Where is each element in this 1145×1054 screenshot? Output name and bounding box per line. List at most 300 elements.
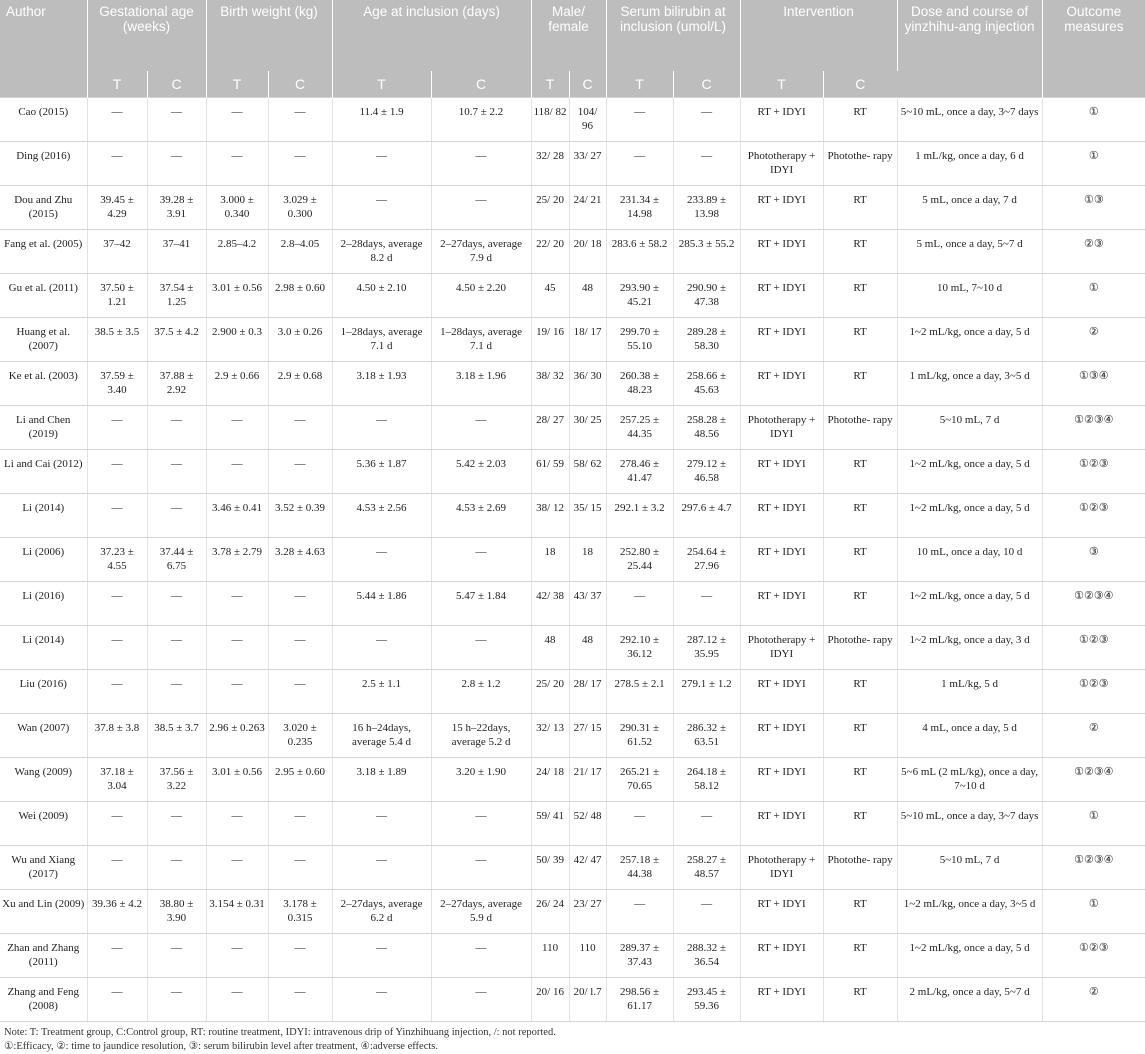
author-cell: Li and Chen (2019) — [0, 406, 87, 450]
intervention-t-cell: RT + IDYI — [740, 274, 823, 318]
age-c-cell: — — [431, 846, 531, 890]
intervention-c-cell: Photothe- rapy — [823, 406, 897, 450]
outcome-cell: ① — [1042, 274, 1145, 318]
mf-t-cell: 38/ 32 — [531, 362, 569, 406]
age-c-cell: 2.8 ± 1.2 — [431, 670, 531, 714]
sb-t-cell: 278.5 ± 2.1 — [606, 670, 673, 714]
age-c-cell: 4.53 ± 2.69 — [431, 494, 531, 538]
age-c-cell: 4.50 ± 2.20 — [431, 274, 531, 318]
bw-t-cell: — — [206, 978, 268, 1022]
intervention-c-cell: RT — [823, 318, 897, 362]
intervention-c-cell: RT — [823, 934, 897, 978]
bw-c-cell: 2.8–4.05 — [268, 230, 332, 274]
bw-t-cell: — — [206, 98, 268, 142]
bw-c-cell: — — [268, 626, 332, 670]
bw-c-cell: — — [268, 98, 332, 142]
subheader-sb-c: C — [673, 71, 740, 98]
age-t-cell: — — [332, 142, 431, 186]
bw-c-cell: 2.95 ± 0.60 — [268, 758, 332, 802]
author-cell: Dou and Zhu (2015) — [0, 186, 87, 230]
sb-c-cell: 279.1 ± 1.2 — [673, 670, 740, 714]
table-row — [0, 538, 1145, 582]
dose-cell: 1~2 mL/kg, once a day, 5 d — [897, 582, 1042, 626]
author-cell: Liu (2016) — [0, 670, 87, 714]
age-t-cell: 4.53 ± 2.56 — [332, 494, 431, 538]
ga-c-cell: — — [147, 98, 206, 142]
age-c-cell: — — [431, 934, 531, 978]
ga-t-cell: 37.8 ± 3.8 — [87, 714, 147, 758]
mf-t-cell: 19/ 16 — [531, 318, 569, 362]
dose-cell: 5 mL, once a day, 7 d — [897, 186, 1042, 230]
bw-t-cell: 3.01 ± 0.56 — [206, 274, 268, 318]
ga-t-cell: — — [87, 450, 147, 494]
age-t-cell: 3.18 ± 1.93 — [332, 362, 431, 406]
ga-c-cell: — — [147, 846, 206, 890]
age-c-cell: 2–27days, average 7.9 d — [431, 230, 531, 274]
ga-c-cell: 38.80 ± 3.90 — [147, 890, 206, 934]
subheader-ga-c: C — [147, 71, 206, 98]
intervention-t-cell: RT + IDYI — [740, 98, 823, 142]
sb-t-cell: — — [606, 890, 673, 934]
sb-t-cell: 265.21 ± 70.65 — [606, 758, 673, 802]
bw-c-cell: — — [268, 978, 332, 1022]
ga-c-cell: 37.88 ± 2.92 — [147, 362, 206, 406]
table-row — [0, 98, 1145, 142]
intervention-t-cell: RT + IDYI — [740, 450, 823, 494]
outcome-cell: ① — [1042, 802, 1145, 846]
mf-t-cell: 22/ 20 — [531, 230, 569, 274]
author-cell: Li (2014) — [0, 494, 87, 538]
dose-cell: 1 mL/kg, once a day, 3~5 d — [897, 362, 1042, 406]
bw-t-cell: 2.9 ± 0.66 — [206, 362, 268, 406]
table-row — [0, 714, 1145, 758]
table-row — [0, 494, 1145, 538]
intervention-c-cell: RT — [823, 274, 897, 318]
ga-c-cell: 37.56 ± 3.22 — [147, 758, 206, 802]
sb-c-cell: 279.12 ± 46.58 — [673, 450, 740, 494]
sb-t-cell: 299.70 ± 55.10 — [606, 318, 673, 362]
age-c-cell: — — [431, 978, 531, 1022]
mf-c-cell: 35/ 15 — [569, 494, 606, 538]
age-c-cell: — — [431, 802, 531, 846]
bw-t-cell: — — [206, 846, 268, 890]
table-body — [0, 98, 1145, 1022]
age-t-cell: 4.50 ± 2.10 — [332, 274, 431, 318]
table-row — [0, 978, 1145, 1022]
bw-t-cell: 3.01 ± 0.56 — [206, 758, 268, 802]
mf-t-cell: 48 — [531, 626, 569, 670]
intervention-c-cell: Photothe- rapy — [823, 626, 897, 670]
sb-t-cell: 257.25 ± 44.35 — [606, 406, 673, 450]
sb-c-cell: — — [673, 142, 740, 186]
ga-t-cell: 37.59 ± 3.40 — [87, 362, 147, 406]
dose-cell: 10 mL, once a day, 10 d — [897, 538, 1042, 582]
age-t-cell: — — [332, 934, 431, 978]
sb-t-cell: — — [606, 582, 673, 626]
author-cell: Wan (2007) — [0, 714, 87, 758]
bw-t-cell: — — [206, 626, 268, 670]
intervention-c-cell: Photothe- rapy — [823, 846, 897, 890]
mf-c-cell: 42/ 47 — [569, 846, 606, 890]
mf-t-cell: 25/ 20 — [531, 186, 569, 230]
sb-c-cell: — — [673, 98, 740, 142]
author-cell: Wu and Xiang (2017) — [0, 846, 87, 890]
intervention-c-cell: Photothe- rapy — [823, 142, 897, 186]
ga-t-cell: — — [87, 626, 147, 670]
intervention-t-cell: Phototherapy + IDYI — [740, 846, 823, 890]
ga-t-cell: 37–42 — [87, 230, 147, 274]
ga-t-cell: 38.5 ± 3.5 — [87, 318, 147, 362]
intervention-t-cell: RT + IDYI — [740, 362, 823, 406]
intervention-t-cell: RT + IDYI — [740, 802, 823, 846]
dose-cell: 5~6 mL (2 mL/kg), once a day, 7~10 d — [897, 758, 1042, 802]
outcome-cell: ①②③ — [1042, 670, 1145, 714]
author-cell: Ke et al. (2003) — [0, 362, 87, 406]
ga-c-cell: 38.5 ± 3.7 — [147, 714, 206, 758]
sb-c-cell: — — [673, 802, 740, 846]
mf-c-cell: 20/ l.7 — [569, 978, 606, 1022]
ga-c-cell: 37–41 — [147, 230, 206, 274]
bw-t-cell: 3.78 ± 2.79 — [206, 538, 268, 582]
bw-t-cell: 3.154 ± 0.31 — [206, 890, 268, 934]
ga-c-cell: — — [147, 934, 206, 978]
sb-c-cell: 297.6 ± 4.7 — [673, 494, 740, 538]
table-row — [0, 406, 1145, 450]
age-c-cell: 2–27days, average 5.9 d — [431, 890, 531, 934]
sb-c-cell: 286.32 ± 63.51 — [673, 714, 740, 758]
ga-t-cell: — — [87, 582, 147, 626]
age-t-cell: — — [332, 802, 431, 846]
mf-c-cell: 21/ 17 — [569, 758, 606, 802]
mf-c-cell: 104/ 96 — [569, 98, 606, 142]
mf-c-cell: 58/ 62 — [569, 450, 606, 494]
author-cell: Wei (2009) — [0, 802, 87, 846]
subheader-int-c: C — [823, 71, 897, 98]
sb-t-cell: 293.90 ± 45.21 — [606, 274, 673, 318]
outcome-cell: ② — [1042, 978, 1145, 1022]
outcome-cell: ① — [1042, 142, 1145, 186]
intervention-t-cell: RT + IDYI — [740, 670, 823, 714]
ga-t-cell: 37.18 ± 3.04 — [87, 758, 147, 802]
author-cell: Zhang and Feng (2008) — [0, 978, 87, 1022]
dose-cell: 1~2 mL/kg, once a day, 3~5 d — [897, 890, 1042, 934]
mf-t-cell: 61/ 59 — [531, 450, 569, 494]
mf-c-cell: 20/ 18 — [569, 230, 606, 274]
ga-t-cell: — — [87, 142, 147, 186]
age-t-cell: — — [332, 538, 431, 582]
subheader-mf-c: C — [569, 71, 606, 98]
ga-t-cell: 37.50 ± 1.21 — [87, 274, 147, 318]
mf-t-cell: 50/ 39 — [531, 846, 569, 890]
mf-c-cell: 23/ 27 — [569, 890, 606, 934]
subheader-age-t: T — [332, 71, 431, 98]
age-c-cell: — — [431, 626, 531, 670]
bw-t-cell: — — [206, 670, 268, 714]
sb-c-cell: 258.28 ± 48.56 — [673, 406, 740, 450]
age-t-cell: 3.18 ± 1.89 — [332, 758, 431, 802]
subheader-age-c: C — [431, 71, 531, 98]
col-header-dose-course: Dose and course of yinzhihu-ang injection — [897, 0, 1042, 98]
sb-c-cell: — — [673, 582, 740, 626]
sb-c-cell: 293.45 ± 59.36 — [673, 978, 740, 1022]
mf-t-cell: 110 — [531, 934, 569, 978]
sb-t-cell: 292.10 ± 36.12 — [606, 626, 673, 670]
age-t-cell: 11.4 ± 1.9 — [332, 98, 431, 142]
age-c-cell: — — [431, 538, 531, 582]
sb-t-cell: — — [606, 142, 673, 186]
ga-t-cell: 39.36 ± 4.2 — [87, 890, 147, 934]
ga-c-cell: — — [147, 670, 206, 714]
outcome-cell: ① — [1042, 890, 1145, 934]
table-row — [0, 318, 1145, 362]
bw-c-cell: — — [268, 406, 332, 450]
intervention-c-cell: RT — [823, 494, 897, 538]
subheader-bw-c: C — [268, 71, 332, 98]
dose-cell: 4 mL, once a day, 5 d — [897, 714, 1042, 758]
sb-t-cell: 260.38 ± 48.23 — [606, 362, 673, 406]
outcome-cell: ①②③ — [1042, 934, 1145, 978]
sb-c-cell: 289.28 ± 58.30 — [673, 318, 740, 362]
table-row — [0, 362, 1145, 406]
dose-cell: 1~2 mL/kg, once a day, 5 d — [897, 450, 1042, 494]
ga-t-cell: 39.45 ± 4.29 — [87, 186, 147, 230]
mf-t-cell: 18 — [531, 538, 569, 582]
intervention-t-cell: RT + IDYI — [740, 890, 823, 934]
mf-t-cell: 28/ 27 — [531, 406, 569, 450]
bw-c-cell: — — [268, 670, 332, 714]
ga-c-cell: — — [147, 450, 206, 494]
intervention-t-cell: RT + IDYI — [740, 318, 823, 362]
mf-c-cell: 110 — [569, 934, 606, 978]
table-row — [0, 186, 1145, 230]
dose-cell: 5 mL, once a day, 5~7 d — [897, 230, 1042, 274]
mf-t-cell: 24/ 18 — [531, 758, 569, 802]
author-cell: Cao (2015) — [0, 98, 87, 142]
mf-t-cell: 32/ 13 — [531, 714, 569, 758]
bw-t-cell: 2.900 ± 0.3 — [206, 318, 268, 362]
sb-t-cell: 257.18 ± 44.38 — [606, 846, 673, 890]
dose-cell: 5~10 mL, 7 d — [897, 406, 1042, 450]
age-t-cell: 5.36 ± 1.87 — [332, 450, 431, 494]
intervention-t-cell: RT + IDYI — [740, 582, 823, 626]
outcome-cell: ①②③④ — [1042, 582, 1145, 626]
col-header-age-at-inclusion: Age at inclusion (days) — [332, 0, 531, 71]
table-row — [0, 934, 1145, 978]
ga-t-cell: — — [87, 802, 147, 846]
age-c-cell: 10.7 ± 2.2 — [431, 98, 531, 142]
table-row — [0, 758, 1145, 802]
ga-c-cell: 37.44 ± 6.75 — [147, 538, 206, 582]
bw-t-cell: 3.000 ± 0.340 — [206, 186, 268, 230]
age-t-cell: 16 h–24days, average 5.4 d — [332, 714, 431, 758]
age-c-cell: 1–28days, average 7.1 d — [431, 318, 531, 362]
age-t-cell: — — [332, 186, 431, 230]
intervention-c-cell: RT — [823, 978, 897, 1022]
intervention-c-cell: RT — [823, 98, 897, 142]
mf-c-cell: 18/ 17 — [569, 318, 606, 362]
ga-c-cell: — — [147, 494, 206, 538]
dose-cell: 2 mL/kg, once a day, 5~7 d — [897, 978, 1042, 1022]
mf-c-cell: 36/ 30 — [569, 362, 606, 406]
sb-c-cell: — — [673, 890, 740, 934]
outcome-cell: ①②③④ — [1042, 846, 1145, 890]
dose-cell: 5~10 mL, once a day, 3~7 days — [897, 98, 1042, 142]
col-header-intervention: Intervention — [740, 0, 897, 71]
outcome-cell: ①③ — [1042, 186, 1145, 230]
ga-t-cell: — — [87, 406, 147, 450]
age-t-cell: 5.44 ± 1.86 — [332, 582, 431, 626]
outcome-cell: ①②③ — [1042, 494, 1145, 538]
ga-t-cell: — — [87, 846, 147, 890]
mf-c-cell: 28/ 17 — [569, 670, 606, 714]
mf-t-cell: 25/ 20 — [531, 670, 569, 714]
bw-c-cell: — — [268, 582, 332, 626]
outcome-cell: ①②③ — [1042, 450, 1145, 494]
ga-c-cell: 37.5 ± 4.2 — [147, 318, 206, 362]
mf-t-cell: 42/ 38 — [531, 582, 569, 626]
mf-c-cell: 24/ 21 — [569, 186, 606, 230]
mf-c-cell: 48 — [569, 274, 606, 318]
mf-c-cell: 43/ 37 — [569, 582, 606, 626]
mf-t-cell: 59/ 41 — [531, 802, 569, 846]
sb-c-cell: 285.3 ± 55.2 — [673, 230, 740, 274]
sb-t-cell: 298.56 ± 61.17 — [606, 978, 673, 1022]
table-row — [0, 802, 1145, 846]
intervention-c-cell: RT — [823, 230, 897, 274]
ga-t-cell: 37.23 ± 4.55 — [87, 538, 147, 582]
footnote-outcome-key: ①:Efficacy, ②: time to jaundice resolution, ③: serum bilirubin level after treatment, ④:adverse effects. — [4, 1041, 438, 1052]
sb-c-cell: 258.66 ± 45.63 — [673, 362, 740, 406]
sb-c-cell: 254.64 ± 27.96 — [673, 538, 740, 582]
dose-cell: 10 mL, 7~10 d — [897, 274, 1042, 318]
bw-c-cell: 2.98 ± 0.60 — [268, 274, 332, 318]
intervention-t-cell: Phototherapy + IDYI — [740, 406, 823, 450]
outcome-cell: ①②③ — [1042, 626, 1145, 670]
ga-c-cell: — — [147, 802, 206, 846]
ga-t-cell: — — [87, 98, 147, 142]
age-t-cell: — — [332, 626, 431, 670]
age-c-cell: 5.47 ± 1.84 — [431, 582, 531, 626]
table-row — [0, 450, 1145, 494]
age-t-cell: 2–28days, average 8.2 d — [332, 230, 431, 274]
mf-t-cell: 45 — [531, 274, 569, 318]
table-row — [0, 670, 1145, 714]
bw-c-cell: 3.0 ± 0.26 — [268, 318, 332, 362]
mf-c-cell: 52/ 48 — [569, 802, 606, 846]
ga-c-cell: 39.28 ± 3.91 — [147, 186, 206, 230]
age-t-cell: 2.5 ± 1.1 — [332, 670, 431, 714]
intervention-c-cell: RT — [823, 802, 897, 846]
subheader-mf-t: T — [531, 71, 569, 98]
intervention-t-cell: RT + IDYI — [740, 714, 823, 758]
bw-c-cell: 3.020 ± 0.235 — [268, 714, 332, 758]
bw-c-cell: — — [268, 450, 332, 494]
sb-t-cell: 231.34 ± 14.98 — [606, 186, 673, 230]
bw-t-cell: 3.46 ± 0.41 — [206, 494, 268, 538]
age-c-cell: 5.42 ± 2.03 — [431, 450, 531, 494]
subheader-int-t: T — [740, 71, 823, 98]
sb-t-cell: 292.1 ± 3.2 — [606, 494, 673, 538]
age-t-cell: 2–27days, average 6.2 d — [332, 890, 431, 934]
mf-t-cell: 26/ 24 — [531, 890, 569, 934]
bw-c-cell: 3.178 ± 0.315 — [268, 890, 332, 934]
sb-c-cell: 287.12 ± 35.95 — [673, 626, 740, 670]
intervention-c-cell: RT — [823, 450, 897, 494]
bw-c-cell: 2.9 ± 0.68 — [268, 362, 332, 406]
bw-t-cell: — — [206, 142, 268, 186]
bw-t-cell: — — [206, 450, 268, 494]
intervention-t-cell: RT + IDYI — [740, 934, 823, 978]
age-c-cell: 15 h–22days, average 5.2 d — [431, 714, 531, 758]
header-row-main — [0, 0, 1145, 71]
outcome-cell: ② — [1042, 714, 1145, 758]
author-cell: Li and Cai (2012) — [0, 450, 87, 494]
outcome-cell: ③ — [1042, 538, 1145, 582]
sb-t-cell: 278.46 ± 41.47 — [606, 450, 673, 494]
outcome-cell: ①②③④ — [1042, 406, 1145, 450]
mf-c-cell: 48 — [569, 626, 606, 670]
dose-cell: 1~2 mL/kg, once a day, 5 d — [897, 494, 1042, 538]
ga-c-cell: — — [147, 142, 206, 186]
author-cell: Zhan and Zhang (2011) — [0, 934, 87, 978]
intervention-t-cell: Phototherapy + IDYI — [740, 626, 823, 670]
author-cell: Xu and Lin (2009) — [0, 890, 87, 934]
table-row — [0, 230, 1145, 274]
subheader-bw-t: T — [206, 71, 268, 98]
bw-c-cell: 3.029 ± 0.300 — [268, 186, 332, 230]
bw-c-cell: 3.28 ± 4.63 — [268, 538, 332, 582]
sb-t-cell: — — [606, 802, 673, 846]
sb-c-cell: 290.90 ± 47.38 — [673, 274, 740, 318]
table-header — [0, 0, 1145, 98]
sb-c-cell: 233.89 ± 13.98 — [673, 186, 740, 230]
dose-cell: 1~2 mL/kg, once a day, 5 d — [897, 934, 1042, 978]
sb-c-cell: 258.27 ± 48.57 — [673, 846, 740, 890]
ga-c-cell: — — [147, 582, 206, 626]
sb-t-cell: 252.80 ± 25.44 — [606, 538, 673, 582]
bw-c-cell: — — [268, 846, 332, 890]
outcome-cell: ①③④ — [1042, 362, 1145, 406]
age-t-cell: — — [332, 406, 431, 450]
intervention-t-cell: RT + IDYI — [740, 494, 823, 538]
dose-cell: 1~2 mL/kg, once a day, 5 d — [897, 318, 1042, 362]
intervention-t-cell: RT + IDYI — [740, 230, 823, 274]
author-cell: Li (2006) — [0, 538, 87, 582]
age-t-cell: — — [332, 978, 431, 1022]
col-header-birth-weight: Birth weight (kg) — [206, 0, 332, 71]
ga-c-cell: — — [147, 626, 206, 670]
author-cell: Wang (2009) — [0, 758, 87, 802]
mf-c-cell: 30/ 25 — [569, 406, 606, 450]
mf-t-cell: 38/ 12 — [531, 494, 569, 538]
col-header-gestational-age: Gestational age (weeks) — [87, 0, 206, 71]
outcome-cell: ② — [1042, 318, 1145, 362]
bw-c-cell: — — [268, 142, 332, 186]
col-header-serum-bilirubin: Serum bilirubin at inclusion (umol/L) — [606, 0, 740, 71]
age-c-cell: 3.20 ± 1.90 — [431, 758, 531, 802]
outcome-cell: ① — [1042, 98, 1145, 142]
ga-c-cell: 37.54 ± 1.25 — [147, 274, 206, 318]
ga-c-cell: — — [147, 978, 206, 1022]
dose-cell: 1 mL/kg, 5 d — [897, 670, 1042, 714]
footnote-abbreviations: Note: T: Treatment group, C:Control group, RT: routine treatment, IDYI: intravenous drip of Yinzhihuang injection, /: not reported. — [4, 1027, 556, 1038]
author-cell: Li (2014) — [0, 626, 87, 670]
outcome-cell: ②③ — [1042, 230, 1145, 274]
mf-t-cell: 118/ 82 — [531, 98, 569, 142]
table-row — [0, 582, 1145, 626]
intervention-c-cell: RT — [823, 186, 897, 230]
col-header-outcome-measures: Outcome measures — [1042, 0, 1145, 98]
